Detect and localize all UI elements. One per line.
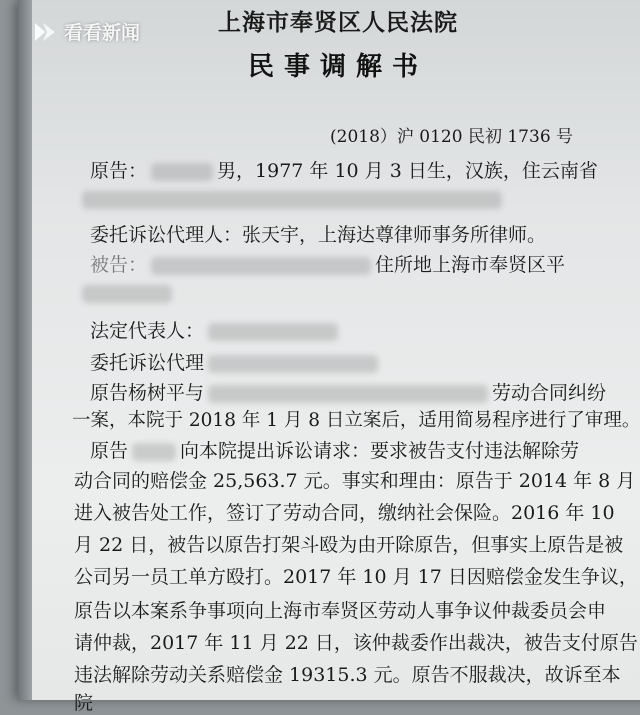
document-page [18,0,640,714]
watermark [32,18,140,45]
court-name: 上海市奉贤区人民法院 [218,10,458,36]
case-number: (2018）沪 0120 民初 1736 号 [330,127,574,147]
body-line: 院 [74,692,94,714]
body-line: 月 22 日，被告以原告打架斗殴为由开除原告，但事实上原告是被 [74,534,624,556]
body-line: 一案，本院于 2018 年 1 月 8 日立案后，适用简易程序进行了审理。 [72,410,640,431]
redacted-company [208,385,488,403]
page-edge [18,0,32,700]
body-line: 请仲裁，2017 年 11 月 22 日，该仲裁委作出裁决，被告支付原告 [74,632,638,654]
redacted-address [82,285,172,303]
redacted-name [132,443,176,461]
body-line: 原告： 男，1977 年 10 月 3 日生，汉族，住云南省 [90,160,598,182]
body-line: 原告 向本院提出诉讼请求：要求被告支付违法解除劳 [90,440,580,462]
watermark-brand: 看看新闻 [64,22,141,44]
body-line: 原告以本案系争事项向上海市奉贤区劳动人事争议仲裁委员会申 [74,600,607,622]
redacted-company [151,257,371,275]
redacted-agent [208,355,378,373]
body-line: 违法解除劳动关系赔偿金 19315.3 元。原告不服裁决，故诉至本 [74,664,621,686]
body-line [78,188,506,210]
body-line: 动合同的赔偿金 25,563.7 元。事实和理由：原告于 2014 年 8 月 [74,470,636,492]
document-title: 民事调解书 [247,52,428,82]
body-line: 委托诉讼代理人：张天宇，上海达尊律师事务所律师。 [90,224,547,246]
body-line [78,282,176,304]
kankan-logo-icon [32,19,58,45]
body-line: 法定代表人： [90,316,342,343]
body-line: 委托诉讼代理 [90,348,382,375]
body-line: 进入被告处工作，签订了劳动合同，缴纳社会保险。2016 年 10 [74,502,615,524]
redacted-address [82,191,502,209]
body-line: 公司另一员工单方殴打。2017 年 10 月 17 日因赔偿金发生争议， [74,566,638,588]
body-line: 被告： 住所地上海市奉贤区平 [90,254,566,276]
redacted-representative [208,323,338,341]
redacted-name [151,163,213,181]
body-line: 原告杨树平与 劳动合同纠纷 [90,382,607,404]
